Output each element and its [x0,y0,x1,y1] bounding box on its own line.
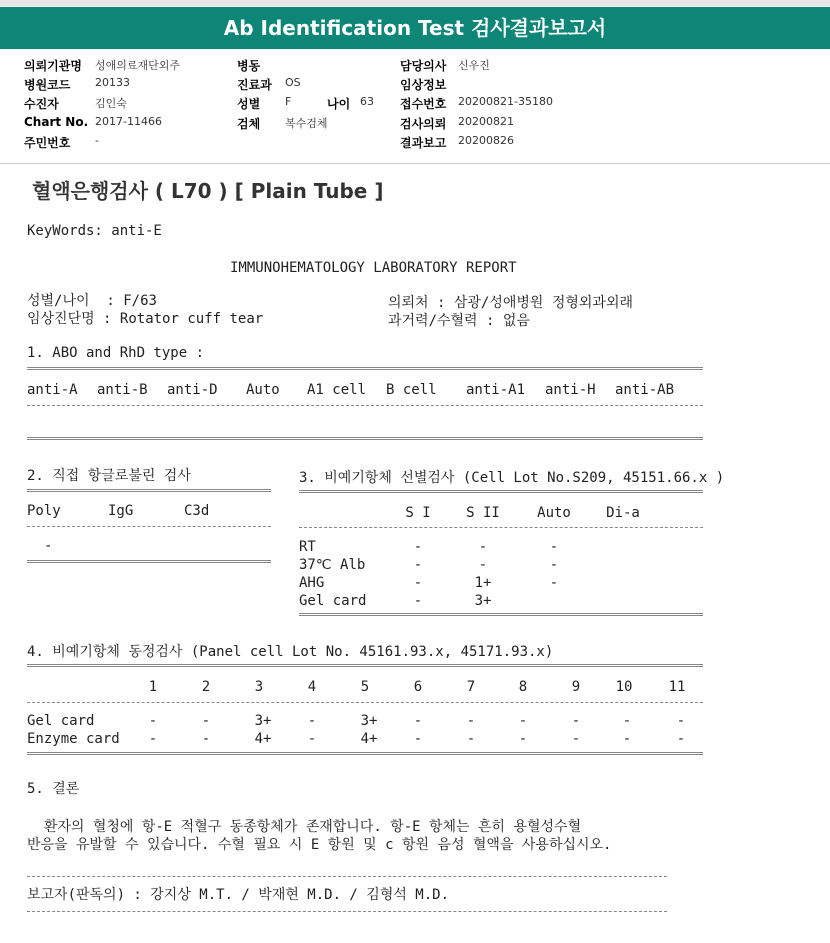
abo-header-4: A1 cell [307,382,367,398]
specimen-value: 복수검체 [285,117,328,130]
screen-cell: - [413,593,423,609]
screen-cell: - [549,575,559,591]
conclusion-line-2: 반응을 유발할 수 있습니다. 수혈 필요 시 E 항원 및 c 항원 음성 혈액을 사용하십시오. [27,837,612,853]
age-value: 63 [360,95,374,108]
divider [27,526,271,527]
panel-row-label: Gel card [27,713,95,729]
section3-title: 3. 비예기항체 선별검사 (Cell Lot No.S209, 45151.66.x ) [299,470,725,486]
divider [27,367,703,370]
dat-header-igg: IgG [108,503,134,519]
divider [299,527,703,528]
abo-header-3: Auto [246,382,280,398]
screen-header-si: S I [405,505,431,521]
section5-title: 5. 결론 [27,781,80,797]
header-title: Ab Identification Test 검사결과보고서 [223,16,607,40]
panel-cell-header: 10 [615,679,633,695]
chart-no-label: Chart No. [24,115,89,129]
clinical-info-label: 임상정보 [400,78,447,92]
report-header [0,7,830,49]
conclusion-line-1: 환자의 혈청에 항-E 적혈구 동종항체가 존재합니다. 항-E 항체는 흔히 용혈성수혈 [27,819,582,835]
panel-cell: 4+ [254,731,272,747]
abo-header-1: anti-B [97,382,148,398]
accession-no-label: 접수번호 [400,97,447,111]
sex-label: 성별 [237,97,261,111]
abo-header-8: anti-AB [615,382,675,398]
divider [27,752,703,755]
panel-cell-header: 4 [307,679,317,695]
patient-info-panel [0,49,830,164]
panel-row-label: Enzyme card [27,731,120,747]
age-label: 나이 [327,97,351,111]
divider [27,437,703,440]
panel-cell: - [201,731,211,747]
screen-row-label: RT [299,539,316,555]
history-line: 과거력/수혈력 : 없음 [388,313,530,329]
panel-cell-header: 1 [148,679,158,695]
report-title: 혈액은행검사 ( L70 ) [ Plain Tube ] [32,179,384,203]
screen-header-auto: Auto [537,505,571,521]
resident-no-value: - [95,134,99,147]
divider [299,613,703,616]
screen-cell: - [413,539,423,555]
panel-cell: - [676,731,686,747]
panel-cell: - [148,731,158,747]
panel-cell: - [518,731,528,747]
panel-cell-header: 3 [254,679,264,695]
panel-cell: - [307,731,317,747]
doctor-value: 신우진 [458,59,490,72]
screen-cell: - [413,557,423,573]
dat-header-poly: Poly [27,503,61,519]
screen-cell: - [549,539,559,555]
reporter-line: 보고자(판독의) : 강지상 M.T. / 박재현 M.D. / 김형석 M.D. [27,887,450,903]
divider [27,405,703,406]
sex-age-line: 성별/나이 : F/63 [27,293,157,309]
panel-cell: - [466,713,476,729]
panel-cell: - [571,731,581,747]
panel-cell-header: 11 [668,679,686,695]
abo-header-7: anti-H [545,382,596,398]
screen-header-sii: S II [466,505,500,521]
screen-header-dia: Di-a [606,505,640,521]
divider [27,664,703,667]
panel-cell-header: 5 [360,679,370,695]
panel-cell: - [622,713,632,729]
accession-no-value: 20200821-35180 [458,95,553,108]
section4-title: 4. 비예기항체 동정검사 (Panel cell Lot No. 45161.93.x, 45171.93.x) [27,644,554,660]
abo-header-6: anti-A1 [466,382,526,398]
screen-row-label: Gel card [299,593,367,609]
panel-cell-header: 7 [466,679,476,695]
panel-cell-header: 6 [413,679,423,695]
section2-title: 2. 직접 항글로불린 검사 [27,468,191,484]
section1-title: 1. ABO and RhD type : [27,345,205,361]
request-date-label: 검사의뢰 [400,117,447,131]
doctor-label: 담당의사 [400,59,447,73]
top-strip [0,0,830,6]
panel-cell-header: 8 [518,679,528,695]
divider [27,702,703,703]
abo-header-0: anti-A [27,382,78,398]
report-date-value: 20200826 [458,134,514,147]
department-label: 진료과 [237,78,272,92]
divider [27,876,667,877]
panel-cell: - [518,713,528,729]
divider [27,560,271,563]
screen-row-label: AHG [299,575,325,591]
divider [27,489,271,492]
lab-report-title: IMMUNOHEMATOLOGY LABORATORY REPORT [230,260,517,276]
dat-header-c3d: C3d [184,503,210,519]
panel-cell: - [413,713,423,729]
panel-cell: - [307,713,317,729]
abo-header-5: B cell [386,382,437,398]
panel-cell: - [466,731,476,747]
ward-label: 병동 [237,59,261,73]
hospital-code-value: 20133 [95,76,130,89]
screen-cell: 3+ [474,593,492,609]
panel-cell: 4+ [360,731,378,747]
panel-cell-header: 9 [571,679,581,695]
panel-cell: 3+ [254,713,272,729]
hospital-code-label: 병원코드 [24,78,71,92]
divider [27,911,667,912]
chart-no-value: 2017-11466 [95,115,162,128]
request-date-value: 20200821 [458,115,514,128]
sex-value: F [285,95,292,108]
report-date-label: 결과보고 [400,136,447,150]
screen-cell: - [478,539,488,555]
dat-value-poly: - [44,538,53,554]
panel-cell: - [148,713,158,729]
panel-cell: - [571,713,581,729]
divider [299,490,703,493]
requester-line: 의뢰처 : 삼광/성애병원 정형외과외래 [388,295,634,311]
screen-cell: - [413,575,423,591]
panel-cell: - [201,713,211,729]
panel-cell: - [622,731,632,747]
requester-org-label: 의뢰기관명 [24,59,82,73]
panel-cell: 3+ [360,713,378,729]
diagnosis-line: 임상진단명 : Rotator cuff tear [27,311,264,327]
specimen-label: 검체 [237,117,261,131]
keywords: KeyWords: anti-E [27,223,162,239]
screen-row-label: 37℃ Alb [299,557,366,573]
panel-cell: - [676,713,686,729]
screen-cell: - [549,557,559,573]
patient-name-value: 김인숙 [95,97,127,110]
patient-name-label: 수진자 [24,97,59,111]
panel-cell: - [413,731,423,747]
resident-no-label: 주민번호 [24,136,71,150]
abo-header-2: anti-D [167,382,218,398]
report-body [0,164,830,943]
department-value: OS [285,76,301,89]
screen-cell: - [478,557,488,573]
panel-cell-header: 2 [201,679,211,695]
screen-cell: 1+ [474,575,492,591]
requester-org-value: 성애의료재단외주 [95,59,181,72]
